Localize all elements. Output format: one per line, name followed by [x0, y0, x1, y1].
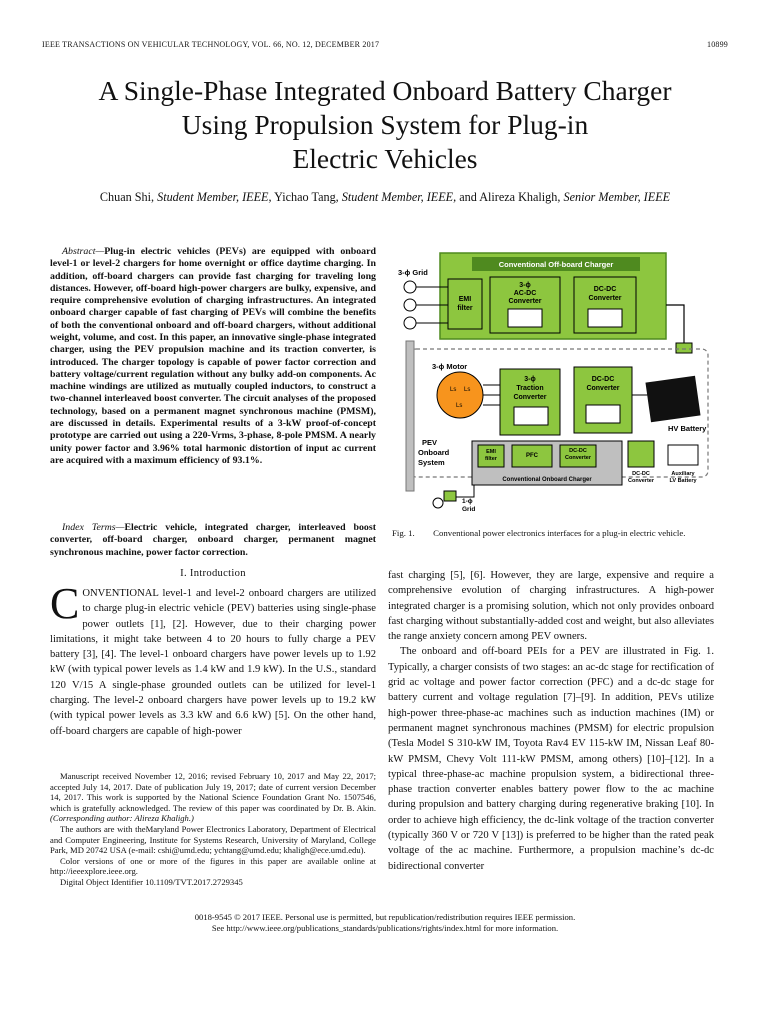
small-dcdc-label: DC-DC: [569, 448, 587, 454]
aux-dcdc-label: Converter: [628, 478, 654, 484]
coil-label: Ls: [450, 387, 457, 393]
author-name: and Alireza Khaligh,: [459, 190, 561, 204]
author-name: Yichao Tang,: [274, 190, 339, 204]
footnote-color-note: Color versions of one or more of the figures in this paper are available online at http://ieeexplore.ieee.org.: [50, 855, 376, 877]
motor-label: 3-ϕ Motor: [432, 362, 468, 371]
emi-label: EMI: [458, 296, 472, 303]
traction-label: 3-ϕ: [524, 376, 536, 383]
caption-text: Conventional power electronics interfaces for a plug-in electric vehicle.: [433, 528, 686, 538]
copyright-line: See http://www.ieee.org/publications_standards/publications/rights/index.html for more information.: [211, 923, 559, 933]
title-line: Using Propulsion System for Plug-in: [181, 109, 589, 140]
aux-battery-label: Auxiliary: [671, 471, 695, 477]
emi-filter-block: [448, 279, 482, 329]
copyright-line: 0018-9545 © 2017 IEEE. Personal use is permitted, but republication/redistribution requires IEEE permission.: [194, 912, 576, 922]
author-role: Senior Member, IEEE: [563, 190, 671, 204]
small-dcdc-label: Converter: [565, 455, 591, 461]
paper-title: [40, 74, 730, 176]
page-number: 10899: [707, 40, 728, 49]
acdc-label: Converter: [508, 298, 542, 305]
igbt-icon: [514, 407, 548, 425]
aux-dcdc-block: [628, 441, 654, 467]
hv-battery-label: HV Battery: [668, 424, 707, 433]
aux-battery-icon: [668, 445, 698, 465]
intro-first-word: ONVENTIONAL: [82, 588, 159, 599]
traction-label: Traction: [516, 385, 544, 392]
single-phase-source-icon: [433, 498, 443, 508]
coil-label: Ls: [456, 403, 463, 409]
abstract-label: Abstract—: [62, 246, 105, 257]
right-column-text: [388, 568, 714, 874]
igbt-icon: [508, 309, 542, 327]
igbt-icon: [586, 405, 620, 423]
dcdc-label: Converter: [588, 295, 622, 302]
grid1-label: Grid: [462, 506, 476, 513]
abstract: [50, 246, 376, 467]
footnote-affiliation: The authors are with theMaryland Power Electronics Laboratory, Department of Electrical and Computer Engineering, Institute for Systems Research, University of Maryland, College Park, MD 20742 USA (e-mail: cshi@umd.edu; ychtang@umd.edu; khaligh@ece.umd.edu).: [50, 823, 376, 856]
index-terms: [50, 522, 376, 559]
onboard-system-label: PEV: [422, 438, 438, 447]
footnote-dates: Manuscript received November 12, 2016; revised February 10, 2017 and May 22, 2017; accepted July 14, 2017. Date of publication July 19, 2017; date of current version December 14, 2017. This work is supported by the National Science Foundation Grant No. 1507546, which is gratefully acknowledged. The review of this paper was coordinated by Dr. B. Akin.: [50, 771, 376, 813]
copyright-notice: [40, 912, 730, 934]
grid1-label: 1-ϕ: [462, 498, 473, 505]
dcdc-label: DC-DC: [593, 286, 617, 293]
index-terms-text: Electric vehicle, integrated charger, interleaved boost converter, off-board charger, onboard charger, permanent magnet synchronous machine, power factor correction.: [50, 522, 376, 558]
onboard-charger-label: Conventional Onboard Charger: [502, 477, 592, 483]
figure-1-diagram: [392, 245, 722, 515]
onboard-system-label: System: [418, 458, 445, 467]
onboard-system-label: Onboard: [418, 448, 450, 457]
grid3-label: 3-ϕ Grid: [398, 268, 428, 277]
figure-caption: [392, 528, 722, 538]
drop-cap: C: [50, 579, 80, 628]
running-head: [42, 40, 728, 49]
acdc-label: 3-ϕ: [519, 282, 531, 289]
acdc-label: AC-DC: [513, 290, 537, 297]
aux-dcdc-label: DC-DC: [632, 471, 650, 477]
motor-icon: [437, 372, 483, 418]
author-role: Student Member, IEEE,: [341, 190, 457, 204]
onboard-plug-icon: [444, 491, 456, 501]
intro-paragraph: [50, 579, 376, 739]
footnote-doi: Digital Object Identifier 10.1109/TVT.2017.2729345: [60, 876, 243, 887]
small-emi-label: EMI: [486, 449, 496, 455]
section-heading: I. Introduction: [180, 568, 246, 579]
author-role: Student Member, IEEE,: [157, 190, 272, 204]
journal-name: IEEE TRANSACTIONS ON VEHICULAR TECHNOLOGY, VOL. 66, NO. 12, DECEMBER 2017: [42, 40, 380, 49]
axle-bar: [406, 341, 414, 491]
pfc-label: PFC: [526, 453, 538, 459]
ac-source-icon: [404, 281, 416, 329]
plug-icon: [676, 343, 692, 353]
body-paragraph: The onboard and off-board PEIs for a PEV are illustrated in Fig. 1. Typically, a charger consists of two stages: an ac-dc stage for rectification of grid ac voltage and power factor correction (PFC) and a dc-dc stage for battery current and voltage regulation [7]–[9]. In addition, PEVs utilize high-power three-phase-ac machines such as induction machines (IM) or permanent magnet synchronous machines (PMSM) for electric propulsion (Tesla Model S 310-kW IM, Toyota Rav4 EV 115-kW IM, Nissan Leaf 80-kW PMSM, Chevy Volt 111-kW PMSM, among others) [10]–[12]. In a typical three-phase-ac machine propulsion system, a bidirectional three-phase traction converter enables battery power flow to the ac machine during propulsion and battery charging during regenerative braking [10]. In order to achieve high efficiency, the dc-link voltage of the traction converter (typically 360 V or 720 V [13]) is preferred to be higher than the rated peak voltage of the ac machine. Furthermore, a propulsion machine’s dc-dc bidirectional converter: [388, 646, 714, 872]
dcdc2-label: Converter: [586, 385, 620, 392]
index-terms-label: Index Terms—: [62, 522, 125, 533]
emi-label: filter: [457, 305, 473, 312]
coil-label: Ls: [464, 387, 471, 393]
intro-text: level-1 and level-2 onboard chargers are utilized to charge plug-in electric vehicle (PEV) batteries using single-phase power outlets [1], [2]. However, due to their charging power limitations, it might take between 4 to 20 hours to fully charge a PEV battery [3], [4]. The level-1 onboard chargers have power levels up to 1.92 kW (with typical power levels as 1.4 kW and 1.9 kW). In the U.S., standard 120 V/15 A single-phase grounded outlets can be utilized for level-1 charging. The level-2 onboard chargers have power levels up to 19.2 kW (with typical power levels as 3.3 kW and 6.6 kW) [5]. On the other hand, off-board chargers are capable of high-power: [50, 588, 376, 737]
author-name: Chuan Shi,: [99, 190, 155, 204]
footnote: [50, 771, 376, 888]
corresponding-author: (Corresponding author: Alireza Khaligh.): [50, 813, 194, 824]
offboard-title: Conventional Off-board Charger: [498, 260, 614, 269]
body-paragraph: fast charging [5], [6]. However, they are large, expensive and require a comprehensive evolution of charging infrastructures. A high-power integrated charger is a promising solution, which not only provides onboard fast charging without substantially-added cost and weight, but also alleviates the range anxiety concern among PEV owners.: [388, 570, 714, 643]
aux-battery-label: LV Battery: [669, 478, 697, 484]
abstract-text: Plug-in electric vehicles (PEVs) are equipped with onboard level-1 or level-2 chargers for home overnight or office daytime charging. In addition, off-board chargers can provide fast charging for traveling long distances. However, off-board high-power chargers are bulky, expensive, and require comprehensive evolution of charging infrastructures. An integrated onboard charger capable of fast charging of PEVs will combine the benefits of both the conventional onboard and off-board chargers, without additional weight, volume, and cost. In this paper, an innovative single-phase integrated charger, using the PEV propulsion machine and its traction converter, is introduced. The charger topology is capable of power factor correction and battery voltage/current regulation without any bulky add-on components. Ac machine windings are utilized as mutually coupled inductors, to construct a two-channel interleaved boost converter. The circuit analyses of the proposed technology, based on a permanent magnet synchronous machine (PMSM), are discussed in details. Experimental results of a 3-kW proof-of-concept prototype are carried out using a 220-Vrms, 3-phase, 8-pole PMSM. A nearly unity power factor and 3.96% total harmonic distortion of input ac current are acquired with a maximum efficiency of 93.1%.: [50, 246, 376, 466]
author-list: [40, 190, 730, 205]
title-line: A Single-Phase Integrated Onboard Battery Charger: [98, 75, 672, 106]
caption-label: Fig. 1.: [392, 528, 415, 538]
small-emi-label: filter: [485, 456, 497, 462]
title-line: Electric Vehicles: [292, 143, 478, 174]
igbt-icon: [588, 309, 622, 327]
traction-label: Converter: [513, 394, 547, 401]
dcdc2-label: DC-DC: [591, 376, 615, 383]
hv-battery-icon: [645, 376, 700, 423]
